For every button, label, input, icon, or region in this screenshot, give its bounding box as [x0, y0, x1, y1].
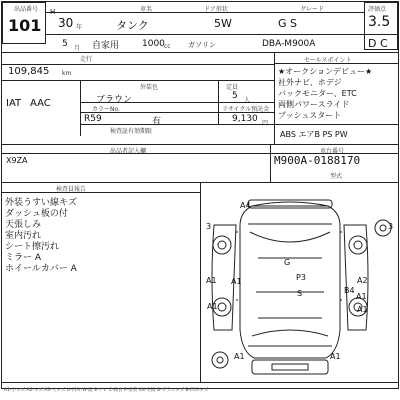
- inspector-item: 室内汚れ: [5, 231, 42, 241]
- mileage-label: 走行: [80, 56, 93, 63]
- lot-number: 101: [8, 16, 42, 35]
- color-no: R59: [84, 114, 102, 124]
- damage-mark: A1: [330, 352, 341, 361]
- year-era: H: [50, 8, 56, 16]
- equipment-line: 両側パワースライド: [278, 100, 350, 109]
- damage-mark: A1: [357, 305, 368, 314]
- damage-mark: A2: [357, 276, 368, 285]
- equipment-options: ABS エアB PS PW: [280, 130, 348, 139]
- interior-exterior-grade: D C: [368, 37, 388, 50]
- equipment-line: プッシュスタート: [278, 111, 342, 120]
- recycle-unit: 円: [262, 120, 269, 127]
- displacement: 1000: [142, 39, 165, 49]
- lot-label: 出品番号: [14, 6, 39, 13]
- inspector-label: 検査員報告: [56, 186, 87, 193]
- recycle-label: リサイクル預託金: [222, 106, 270, 113]
- capacity-label: 定員: [226, 84, 239, 91]
- aircon: AAC: [30, 98, 51, 109]
- color-label: 外装色: [140, 84, 159, 91]
- doors: 5W: [214, 17, 232, 30]
- fuel: ガソリン: [188, 41, 216, 49]
- notes-text: X9ZA: [6, 156, 28, 165]
- chassis-label: 車台番号: [320, 148, 345, 155]
- car-name-label: 車名: [140, 6, 153, 13]
- side-number: 3: [388, 222, 394, 231]
- mileage: 109,845: [8, 66, 50, 77]
- transmission: IAT: [6, 98, 22, 109]
- chassis-number: M900A-0188170: [274, 154, 361, 167]
- recycle: 9,130: [232, 114, 258, 124]
- score: 3.5: [368, 14, 391, 30]
- year: 30: [58, 16, 74, 30]
- damage-mark: A1: [234, 352, 245, 361]
- month-unit: 月: [74, 45, 81, 52]
- grade-label: グレード: [300, 6, 325, 13]
- doors-label: ドア形状: [204, 6, 228, 13]
- damage-mark: P3: [296, 273, 306, 282]
- inspector-item: シート擦汚れ: [5, 242, 60, 252]
- damage-mark: A1: [206, 276, 217, 285]
- inspector-item: 天張しみ: [5, 220, 42, 230]
- capacity-unit: 人: [244, 97, 251, 104]
- damage-mark: A1: [356, 292, 367, 301]
- grade: G S: [278, 17, 298, 30]
- model: DBA-M900A: [262, 39, 316, 49]
- inspector-item: ホイールカバー A: [5, 264, 77, 274]
- use: 自家用: [92, 41, 120, 51]
- car-name: タンク: [116, 19, 149, 32]
- equipment-line: バックモニター、ETC: [278, 89, 357, 98]
- equipment-label: セールスポイント: [304, 57, 352, 64]
- damage-mark: B4: [344, 286, 355, 295]
- color: ブラウン: [96, 95, 133, 105]
- capacity: 5: [232, 91, 238, 101]
- footer-legend: A1-小キズ A2-キズ A3-大キズ U-凹み W-波 S-サビ C-腐食 P-塗装 XX-交換 G-ガラスキズ B-凹みキズ: [4, 388, 209, 393]
- chassis-sub: 型式: [330, 173, 343, 180]
- damage-mark: A4: [240, 201, 251, 210]
- inspector-item: ミラー A: [5, 253, 42, 263]
- damage-mark: S: [297, 289, 303, 298]
- displacement-unit: cc: [164, 43, 171, 50]
- equipment-line: 社外ナビ、ホデジ: [278, 78, 342, 87]
- year-unit: 年: [76, 24, 83, 31]
- damage-mark: A1: [231, 277, 242, 286]
- inspector-item: ダッシュ板の付: [5, 209, 68, 219]
- inspector-item: 外装うすい線キズ: [5, 198, 77, 208]
- notes-label: 出品者記入欄: [110, 148, 147, 155]
- sub-label: 検査証有効期限: [110, 128, 153, 135]
- month: 5: [62, 39, 68, 49]
- color-no-label: カラーNo.: [92, 106, 120, 113]
- repaint: 有: [152, 117, 162, 127]
- equipment-line: ★オークションデビュー★: [278, 67, 373, 76]
- mileage-unit: km: [62, 70, 72, 77]
- damage-mark: G: [284, 258, 291, 267]
- score-label: 評価点: [368, 6, 387, 13]
- damage-mark: A1: [207, 302, 218, 311]
- side-number: 3: [206, 222, 212, 231]
